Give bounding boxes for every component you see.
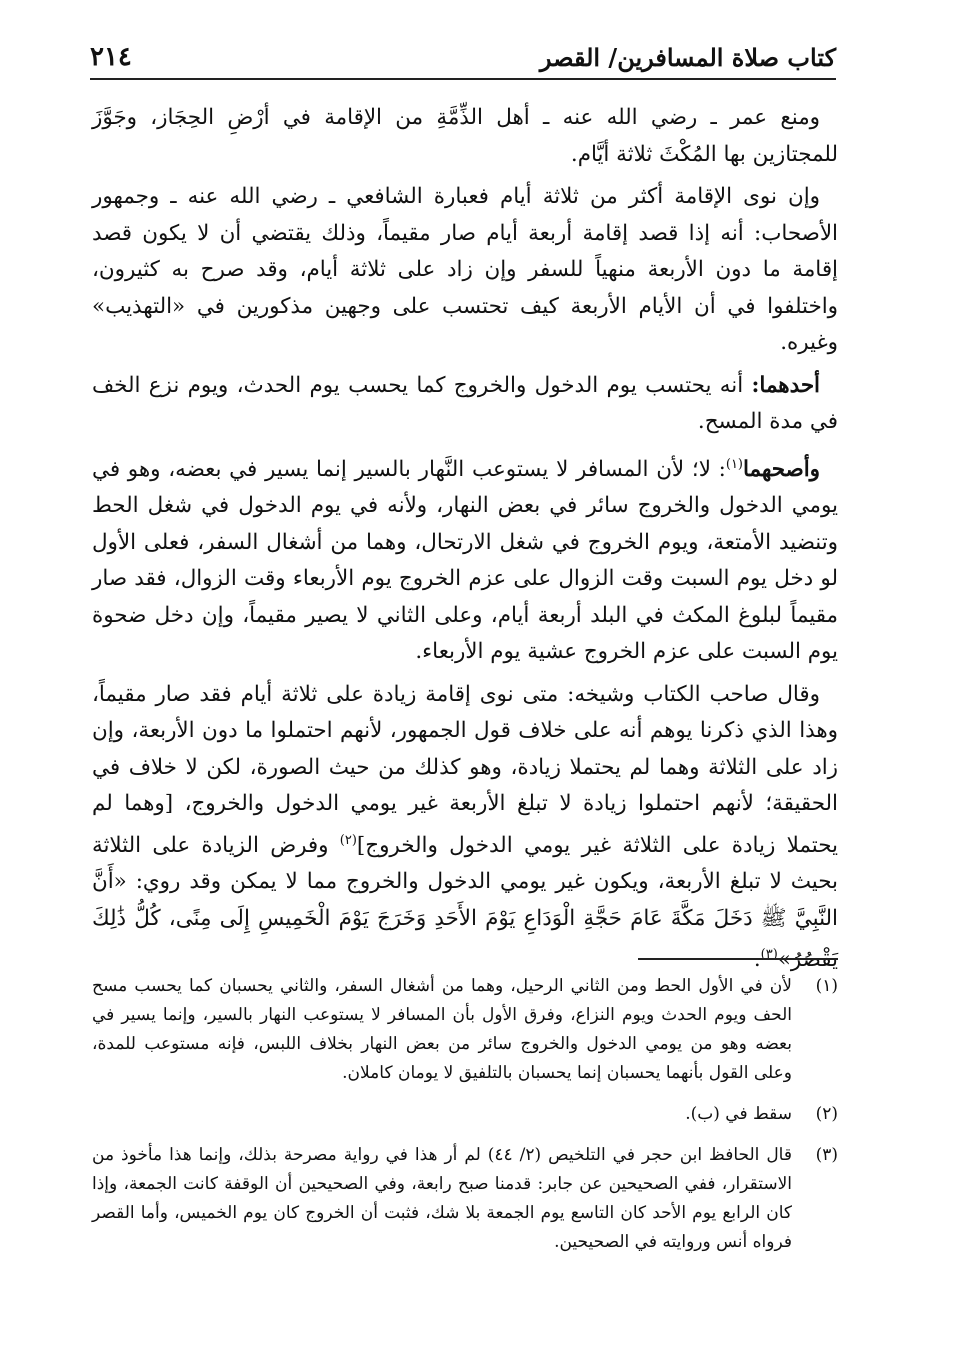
- footnote-divider: [638, 958, 838, 960]
- footnote-number: (٢): [815, 1104, 838, 1124]
- paragraph-5: [92, 677, 838, 979]
- paragraph-2: وإن نوى الإقامة أكثر من ثلاثة أيام فعبارة الشافعي ـ رضي الله عنه ـ وجمهور الأصحاب: أنه إذا قصد إقامة أربعة أيام صار مقيماً، وذلك يقتضي أن لا يكون قصد إقامة ما دون الأربعة منهياً للسفر وإن زاد على ثلاثة أيام، وقد صرح به كثيرون، واختلفوا في أن الأيام الأربعة كيف تحتسب على وجهين مذكورين في «التهذيب» وغيره.: [92, 184, 838, 355]
- footnote-text: سقط في (ب).: [685, 1104, 792, 1124]
- first-view-text: أنه يحتسب يوم الدخول والخروج كما يحسب يوم الحدث، ويوم نزع الخف في مدة المسح.: [92, 372, 838, 434]
- running-title: كتاب صلاة المسافرين/ القصر: [539, 43, 836, 72]
- sounder-view-text: : لا؛ لأن المسافر لا يستوعب النَّهار بالسير إنما يسير في بعضه، وهو في يومي الدخول والخروج سائر في بعض النهار، ولأنه في يوم الدخول في شغل الحط وتنضيد الأمتعة، ويوم الخروج في شغل الارتحال، وهما من أشغال السفر، فعلى الأول لو دخل يوم السبت وقت الزوال على عزم الخروج يوم الأربعاء وقت الزوال، فقد صار مقيماً لبلوغ المكث في البلد أربعة أيام، وعلى الثاني لا يصير مقيماً، وإن دخل ضحوة يوم السبت على عزم الخروج عشية يوم الأربعاء.: [92, 456, 838, 665]
- footnote-2: [92, 1100, 838, 1129]
- paragraph-4: [92, 447, 838, 671]
- footnote-ref-3: (٣): [760, 947, 778, 963]
- main-text: [92, 100, 838, 985]
- sounder-view-label: وأصحهما: [743, 456, 820, 482]
- footnote-1: [92, 972, 838, 1088]
- first-view-label: أحدهما:: [751, 372, 820, 398]
- footnote-text: قال الحافظ ابن حجر في التلخيص (٢/ ٤٤) لم أر هذا في رواية مصرحة بذلك، وإنما هذا مأخوذ من الاستقرار، ففي الصحيحين عن جابر: قدمنا صبح رابعة، وفي الصحيحين أن الوقفة كانت الجمعة، وإذا كان الرابع يوم الأحد كان التاسع يوم الجمعة بلا شك، فثبت أن الخروج كان يوم الخميس، وأما القصر فرواه أنس وروايته في الصحيحين.: [92, 1145, 792, 1252]
- footnote-3: [92, 1141, 838, 1257]
- paragraph-3: [92, 368, 838, 441]
- paragraph-5-text: وقال صاحب الكتاب وشيخه: متى نوى إقامة زيادة على ثلاثة أيام فقد صار مقيماً، وهذا الذي ذكرنا يوهم أنه على خلاف قول الجمهور، لأنهم احتملوا ما دون الأربعة، وإن زاد على الثلاثة وهما لم يحتملا زيادة، وهو كذلك من حيث الصورة، لكن لا خلاف في الحقيقة؛ لأنهم احتملوا زيادة لا تبلغ الأربعة غير يومي الدخول والخروج، [وهما لم يحتملا زيادة على الثلاثة غير يومي الدخول والخروج]: [92, 681, 838, 858]
- footnote-ref-2: (٢): [339, 832, 357, 848]
- footnote-number: (٣): [815, 1145, 838, 1165]
- page-header: [90, 36, 836, 80]
- paragraph-5-end: .: [753, 947, 761, 973]
- footnote-number: (١): [815, 976, 838, 996]
- hadith-quote: وفرض الزيادة على الثلاثة بحيث لا تبلغ الأربعة، ويكون غير يومي الدخول والخروج مما لا يمكن وقد روي: «أَنَّ النَّبِيَّ ﷺ دَخَلَ مَكَّةَ عَامَ حَجَّةِ الْوَدَاعِ يَوْمَ الأَحَدِ وَخَرَجَ يَوْمَ الْخَمِيسِ إِلَى مِنًى، كُلُّ ذَٰلِكَ يَقْصُرُ»: [92, 832, 838, 973]
- page-number: ٢١٤: [90, 42, 132, 72]
- footnote-ref-1: (١): [725, 456, 743, 472]
- footnote-text: لأن في الأول الحط ومن الثاني الرحيل، وهما من أشغال السفر، والثاني يحسبان كما يحسب مسح الحف ويوم الحدث ويوم النزاع، وفرق الأول بأن المسافر لا يستوعب النهار بالسير، وإنما يسير في بعضه وهو من يومي الدخول والخروج سائر من بعض النهار بخلاف اللبس، فإنه مستوعب للمدة، وعلى القول بأنهما يحسبان إنما يحسبان بالتلفيق لا يومان كاملان.: [92, 976, 792, 1083]
- footnotes: [92, 972, 838, 1269]
- paragraph-1: ومنع عمر ـ رضي الله عنه ـ أهل الذِّمَّةِ من الإقامة في أرْضِ الحِجَاز، وجَوَّزَ للمجتازين بها المُكْثَ ثلاثة أيَّام.: [92, 105, 838, 167]
